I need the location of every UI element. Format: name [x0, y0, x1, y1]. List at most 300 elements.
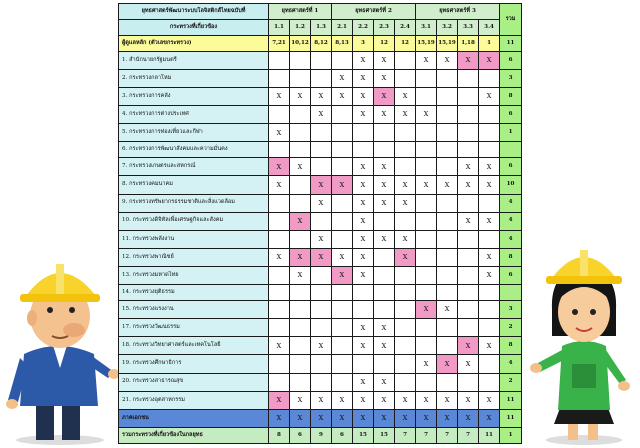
matrix-cell: [437, 212, 458, 230]
matrix-cell: X: [458, 409, 479, 427]
row-total: [500, 285, 522, 301]
matrix-cell: X: [458, 337, 479, 355]
ministry-row: [119, 142, 522, 158]
private-sector-total: 11: [500, 409, 522, 427]
matrix-cell: X: [332, 391, 353, 409]
matrix-cell: X: [416, 106, 437, 124]
matrix-cell: X: [374, 319, 395, 337]
matrix-cell: [269, 319, 290, 337]
ministry-row: [119, 230, 522, 248]
matrix-cell: X: [437, 355, 458, 373]
host-row: [119, 35, 522, 51]
matrix-cell: [416, 194, 437, 212]
sum-row-value: 9: [311, 427, 332, 443]
ministry-name: 18. กระทรวงวิทยาศาสตร์และเทคโนโลยี: [119, 337, 269, 355]
matrix-cell: X: [269, 176, 290, 194]
matrix-cell: [395, 267, 416, 285]
row-total: 6: [500, 51, 522, 69]
ministry-row: [119, 69, 522, 87]
matrix-cell: [458, 142, 479, 158]
matrix-cell: [374, 212, 395, 230]
matrix-cell: [437, 285, 458, 301]
matrix-cell: [269, 301, 290, 319]
matrix-cell: [479, 230, 500, 248]
matrix-cell: X: [374, 194, 395, 212]
matrix-cell: X: [374, 106, 395, 124]
matrix-cell: [332, 373, 353, 391]
private-sector-label: ภาคเอกชน: [119, 409, 269, 427]
ministry-row: [119, 212, 522, 230]
ministry-name: 8. กระทรวงคมนาคม: [119, 176, 269, 194]
matrix-cell: [332, 106, 353, 124]
matrix-cell: X: [395, 230, 416, 248]
matrix-cell: [269, 51, 290, 69]
matrix-cell: [311, 373, 332, 391]
matrix-cell: [437, 142, 458, 158]
matrix-cell: X: [353, 319, 374, 337]
matrix-cell: [332, 212, 353, 230]
host-row-label: ผู้ดูแลหลัก (ตัวเลขกระทรวง): [119, 35, 269, 51]
matrix-cell: [290, 51, 311, 69]
matrix-cell: X: [374, 51, 395, 69]
matrix-cell: X: [479, 88, 500, 106]
matrix-cell: X: [332, 409, 353, 427]
matrix-cell: [437, 124, 458, 142]
matrix-cell: [269, 69, 290, 87]
matrix-cell: X: [395, 391, 416, 409]
ministry-row: [119, 355, 522, 373]
matrix-cell: [395, 319, 416, 337]
ministry-row: [119, 373, 522, 391]
matrix-cell: X: [479, 176, 500, 194]
matrix-cell: [437, 267, 458, 285]
matrix-cell: [374, 301, 395, 319]
matrix-cell: [458, 69, 479, 87]
matrix-cell: X: [479, 158, 500, 176]
matrix-cell: X: [353, 158, 374, 176]
sub-strategy-code: 1.1: [269, 19, 290, 35]
ministry-row: [119, 124, 522, 142]
matrix-cell: X: [311, 337, 332, 355]
matrix-cell: X: [437, 176, 458, 194]
matrix-cell: X: [269, 158, 290, 176]
matrix-cell: X: [332, 248, 353, 266]
ministry-name: 13. กระทรวงมหาดไทย: [119, 267, 269, 285]
ministry-row: [119, 158, 522, 176]
header-row-strategies: [119, 4, 522, 20]
matrix-cell: [395, 373, 416, 391]
matrix-cell: X: [395, 176, 416, 194]
matrix-cell: [416, 373, 437, 391]
matrix-cell: [269, 230, 290, 248]
matrix-cell: [332, 230, 353, 248]
sum-row-value: 15: [374, 427, 395, 443]
matrix-cell: [395, 51, 416, 69]
row-total: 11: [500, 391, 522, 409]
matrix-cell: X: [458, 158, 479, 176]
matrix-cell: [479, 301, 500, 319]
matrix-cell: X: [437, 51, 458, 69]
row-total: 1: [500, 124, 522, 142]
row-total: 8: [500, 337, 522, 355]
matrix-cell: [479, 142, 500, 158]
matrix-cell: X: [374, 373, 395, 391]
ministry-name: 14. กระทรวงยุติธรรม: [119, 285, 269, 301]
matrix-cell: [269, 267, 290, 285]
matrix-cell: [332, 51, 353, 69]
ministry-name: 20. กระทรวงสาธารณสุข: [119, 373, 269, 391]
matrix-cell: [479, 194, 500, 212]
row-total: 4: [500, 212, 522, 230]
matrix-cell: X: [332, 88, 353, 106]
matrix-cell: X: [353, 337, 374, 355]
matrix-cell: X: [479, 267, 500, 285]
sub-strategy-code: 2.4: [395, 19, 416, 35]
matrix-cell: X: [290, 248, 311, 266]
matrix-cell: [290, 301, 311, 319]
matrix-cell: X: [311, 88, 332, 106]
host-row-value: 15,19: [416, 35, 437, 51]
matrix-cell: [437, 230, 458, 248]
matrix-cell: X: [479, 51, 500, 69]
ministry-row: [119, 301, 522, 319]
matrix-cell: [479, 285, 500, 301]
table-title: ยุทธศาสตร์พัฒนาระบบโลจิสติกส์ไทยฉบับที่: [119, 4, 269, 20]
row-total: 4: [500, 230, 522, 248]
matrix-cell: [437, 194, 458, 212]
matrix-cell: X: [311, 230, 332, 248]
ministry-name: 21. กระทรวงอุตสาหกรรม: [119, 391, 269, 409]
matrix-cell: [290, 69, 311, 87]
matrix-cell: X: [416, 301, 437, 319]
matrix-cell: X: [353, 106, 374, 124]
matrix-cell: [332, 301, 353, 319]
matrix-cell: [479, 124, 500, 142]
sum-row-value: 7: [416, 427, 437, 443]
matrix-cell: [395, 158, 416, 176]
matrix-cell: [416, 267, 437, 285]
host-row-value: 3: [353, 35, 374, 51]
matrix-cell: X: [458, 391, 479, 409]
matrix-cell: [332, 194, 353, 212]
matrix-cell: X: [269, 337, 290, 355]
matrix-cell: X: [269, 391, 290, 409]
host-row-value: 12: [395, 35, 416, 51]
matrix-cell: [332, 355, 353, 373]
matrix-cell: [479, 106, 500, 124]
row-total: 3: [500, 69, 522, 87]
matrix-cell: [311, 51, 332, 69]
matrix-cell: [416, 319, 437, 337]
matrix-cell: [332, 319, 353, 337]
matrix-cell: [290, 285, 311, 301]
matrix-cell: X: [332, 69, 353, 87]
matrix-cell: [479, 69, 500, 87]
ministry-name: 11. กระทรวงพลังงาน: [119, 230, 269, 248]
matrix-cell: X: [395, 409, 416, 427]
row-total: 6: [500, 158, 522, 176]
host-row-value: 7,21: [269, 35, 290, 51]
ministry-name: 19. กระทรวงศึกษาธิการ: [119, 355, 269, 373]
ministry-name: 1. สำนักนายกรัฐมนตรี: [119, 51, 269, 69]
matrix-cell: X: [458, 212, 479, 230]
matrix-cell: [311, 267, 332, 285]
matrix-cell: X: [374, 409, 395, 427]
ministry-row: [119, 194, 522, 212]
matrix-cell: [458, 248, 479, 266]
matrix-cell: [416, 88, 437, 106]
matrix-cell: [437, 248, 458, 266]
ministry-name: 5. กระทรวงการท่องเที่ยวและกีฬา: [119, 124, 269, 142]
ministry-name: 10. กระทรวงดิจิทัลเพื่อเศรษฐกิจและสังคม: [119, 212, 269, 230]
matrix-cell: [416, 230, 437, 248]
matrix-cell: [269, 212, 290, 230]
matrix-cell: X: [290, 88, 311, 106]
matrix-cell: [311, 212, 332, 230]
private-sector-row: [119, 409, 522, 427]
matrix-cell: X: [353, 409, 374, 427]
matrix-cell: [395, 301, 416, 319]
matrix-cell: [458, 373, 479, 391]
matrix-cell: [311, 355, 332, 373]
matrix-cell: X: [269, 88, 290, 106]
matrix-cell: X: [353, 373, 374, 391]
host-row-value: 8,13: [332, 35, 353, 51]
sub-strategy-code: 1.3: [311, 19, 332, 35]
matrix-cell: X: [479, 212, 500, 230]
matrix-cell: [290, 176, 311, 194]
matrix-cell: X: [311, 248, 332, 266]
matrix-cell: [437, 319, 458, 337]
row-total: 2: [500, 373, 522, 391]
matrix-cell: [437, 106, 458, 124]
matrix-cell: X: [416, 391, 437, 409]
matrix-cell: X: [437, 409, 458, 427]
matrix-cell: X: [311, 409, 332, 427]
matrix-cell: [311, 301, 332, 319]
matrix-cell: X: [269, 409, 290, 427]
matrix-cell: [332, 158, 353, 176]
host-row-value: 1: [479, 35, 500, 51]
matrix-cell: [437, 69, 458, 87]
matrix-cell: X: [353, 248, 374, 266]
matrix-cell: X: [311, 106, 332, 124]
sub-strategy-code: 2.2: [353, 19, 374, 35]
matrix-cell: [290, 106, 311, 124]
matrix-cell: X: [353, 391, 374, 409]
matrix-cell: X: [290, 391, 311, 409]
ministry-row: [119, 337, 522, 355]
matrix-cell: X: [395, 248, 416, 266]
sum-row-value: 7: [395, 427, 416, 443]
ministry-name: 12. กระทรวงพาณิชย์: [119, 248, 269, 266]
row-total: 4: [500, 355, 522, 373]
host-row-value: 8,12: [311, 35, 332, 51]
matrix-cell: [374, 267, 395, 285]
ministry-name: 2. กระทรวงกลาโหม: [119, 69, 269, 87]
ministry-row: [119, 391, 522, 409]
sum-row-value: 8: [269, 427, 290, 443]
row-total: 10: [500, 176, 522, 194]
host-row-value: 1,18: [458, 35, 479, 51]
host-row-value: 15,19: [437, 35, 458, 51]
ministry-name: 9. กระทรวงทรัพยากรธรรมชาติและสิ่งแวดล้อม: [119, 194, 269, 212]
matrix-cell: [479, 319, 500, 337]
matrix-cell: [458, 230, 479, 248]
matrix-cell: X: [332, 267, 353, 285]
matrix-cell: [458, 285, 479, 301]
sum-row: [119, 427, 522, 443]
row-total: 8: [500, 88, 522, 106]
sub-strategy-code: 2.3: [374, 19, 395, 35]
matrix-cell: X: [311, 176, 332, 194]
sum-row-label: รวมกระทรวงที่เกี่ยวข้องในกลยุทธ: [119, 427, 269, 443]
matrix-cell: X: [269, 248, 290, 266]
matrix-cell: X: [458, 51, 479, 69]
matrix-cell: X: [437, 301, 458, 319]
host-row-value: 10,12: [290, 35, 311, 51]
matrix-cell: [437, 88, 458, 106]
matrix-cell: X: [479, 337, 500, 355]
sub-strategy-code: 3.2: [437, 19, 458, 35]
ministry-name: 3. กระทรวงการคลัง: [119, 88, 269, 106]
matrix-cell: [374, 142, 395, 158]
ministry-row: [119, 51, 522, 69]
sum-row-value: 6: [332, 427, 353, 443]
matrix-cell: [458, 124, 479, 142]
matrix-cell: X: [353, 69, 374, 87]
matrix-cell: X: [479, 409, 500, 427]
matrix-cell: X: [416, 355, 437, 373]
matrix-cell: [479, 373, 500, 391]
matrix-cell: [395, 69, 416, 87]
matrix-cell: [374, 355, 395, 373]
matrix-cell: [332, 337, 353, 355]
matrix-cell: X: [479, 391, 500, 409]
matrix-cell: X: [374, 337, 395, 355]
matrix-cell: X: [353, 230, 374, 248]
matrix-cell: X: [290, 212, 311, 230]
ministry-row: [119, 248, 522, 266]
matrix-cell: [395, 124, 416, 142]
matrix-cell: X: [353, 51, 374, 69]
matrix-cell: X: [311, 391, 332, 409]
ministry-row: [119, 106, 522, 124]
matrix-cell: X: [416, 409, 437, 427]
matrix-cell: [395, 337, 416, 355]
matrix-cell: [290, 194, 311, 212]
sum-row-value: 7: [437, 427, 458, 443]
matrix-cell: X: [374, 230, 395, 248]
row-total: 3: [500, 301, 522, 319]
matrix-cell: [374, 248, 395, 266]
sub-strategy-code: 3.3: [458, 19, 479, 35]
engineer-woman-illustration: [530, 240, 638, 446]
strategy-header: ยุทธศาสตร์ที่ 2: [332, 4, 416, 20]
matrix-cell: [290, 337, 311, 355]
strategy-ministry-matrix: [118, 3, 522, 444]
matrix-cell: [416, 248, 437, 266]
host-row-value: 12: [374, 35, 395, 51]
matrix-cell: [416, 69, 437, 87]
matrix-cell: X: [395, 106, 416, 124]
matrix-cell: X: [437, 391, 458, 409]
matrix-cell: X: [374, 88, 395, 106]
sum-row-value: 11: [479, 427, 500, 443]
matrix-cell: X: [353, 176, 374, 194]
header-row-codes: [119, 19, 522, 35]
matrix-cell: [395, 142, 416, 158]
matrix-cell: [290, 319, 311, 337]
ministry-row: [119, 88, 522, 106]
matrix-cell: [332, 142, 353, 158]
matrix-cell: [311, 319, 332, 337]
matrix-cell: X: [458, 176, 479, 194]
matrix-cell: [416, 337, 437, 355]
matrix-cell: [458, 88, 479, 106]
matrix-cell: [332, 124, 353, 142]
matrix-cell: X: [395, 194, 416, 212]
matrix-cell: [353, 301, 374, 319]
matrix-cell: [374, 124, 395, 142]
matrix-cell: X: [311, 194, 332, 212]
ministry-row: [119, 285, 522, 301]
matrix-cell: [458, 106, 479, 124]
sub-strategy-code: 3.4: [479, 19, 500, 35]
matrix-cell: [311, 158, 332, 176]
strategy-header: ยุทธศาสตร์ที่ 3: [416, 4, 500, 20]
matrix-cell: X: [353, 88, 374, 106]
matrix-cell: [269, 106, 290, 124]
sub-strategy-code: 3.1: [416, 19, 437, 35]
ministry-row: [119, 267, 522, 285]
matrix-cell: [269, 285, 290, 301]
matrix-cell: [437, 337, 458, 355]
matrix-cell: X: [269, 124, 290, 142]
matrix-cell: [458, 194, 479, 212]
matrix-cell: X: [416, 51, 437, 69]
strategy-header: ยุทธศาสตร์ที่ 1: [269, 4, 332, 20]
matrix-cell: X: [374, 176, 395, 194]
matrix-cell: X: [374, 69, 395, 87]
matrix-cell: [458, 267, 479, 285]
matrix-cell: [458, 301, 479, 319]
matrix-cell: [311, 124, 332, 142]
table-subtitle: กระทรวงที่เกี่ยวข้อง: [119, 19, 269, 35]
matrix-cell: [311, 142, 332, 158]
ministry-name: 7. กระทรวงเกษตรและสหกรณ์: [119, 158, 269, 176]
matrix-cell: [290, 373, 311, 391]
host-row-total: 11: [500, 35, 522, 51]
matrix-cell: [353, 355, 374, 373]
matrix-cell: X: [458, 355, 479, 373]
matrix-cell: X: [353, 212, 374, 230]
matrix-cell: X: [395, 88, 416, 106]
matrix-cell: [269, 142, 290, 158]
matrix-cell: X: [332, 176, 353, 194]
matrix-cell: [353, 124, 374, 142]
matrix-cell: [458, 319, 479, 337]
matrix-cell: [416, 285, 437, 301]
sub-strategy-code: 2.1: [332, 19, 353, 35]
matrix-cell: [416, 158, 437, 176]
matrix-cell: X: [374, 391, 395, 409]
matrix-cell: [290, 142, 311, 158]
matrix-cell: [479, 355, 500, 373]
matrix-cell: X: [416, 176, 437, 194]
matrix-cell: [269, 355, 290, 373]
matrix-cell: [290, 355, 311, 373]
